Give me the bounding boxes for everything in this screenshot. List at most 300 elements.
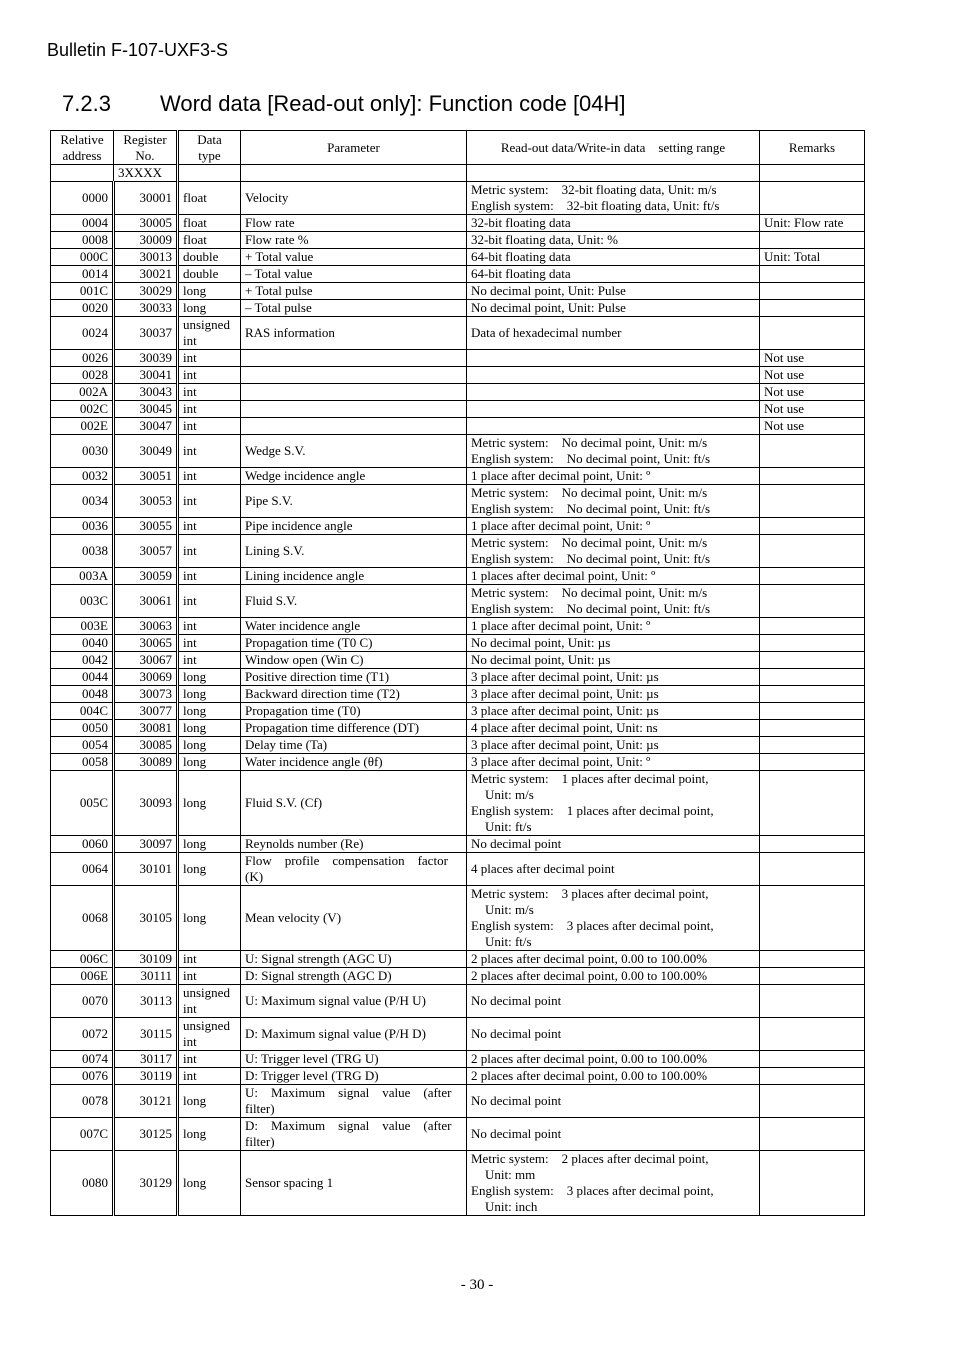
parameter: RAS information <box>241 317 467 350</box>
data-type: long <box>178 300 241 317</box>
readout-range: 3 place after decimal point, Unit: µs <box>467 737 760 754</box>
data-type: int <box>178 635 241 652</box>
parameter: U: Maximum signal value (after filter) <box>241 1085 467 1118</box>
relative-address: 0014 <box>51 266 114 283</box>
readout-range: Metric system: No decimal point, Unit: m/s English system: No decimal point, Unit: ft/s <box>467 585 760 618</box>
data-type: int <box>178 1051 241 1068</box>
parameter: Positive direction time (T1) <box>241 669 467 686</box>
table-row <box>51 283 865 300</box>
parameter <box>241 401 467 418</box>
readout-range: 3 place after decimal point, Unit: º <box>467 754 760 771</box>
readout-range <box>467 401 760 418</box>
parameter <box>241 350 467 367</box>
register-number: 30089 <box>114 754 178 771</box>
remarks <box>760 703 865 720</box>
relative-address: 0054 <box>51 737 114 754</box>
table-row <box>51 886 865 951</box>
remarks <box>760 1051 865 1068</box>
readout-range: Data of hexadecimal number <box>467 317 760 350</box>
data-type: int <box>178 1068 241 1085</box>
register-number: 30061 <box>114 585 178 618</box>
remarks: Not use <box>760 418 865 435</box>
table-row <box>51 1151 865 1216</box>
relative-address: 0070 <box>51 985 114 1018</box>
table-row <box>51 401 865 418</box>
parameter: Pipe incidence angle <box>241 518 467 535</box>
relative-address: 0040 <box>51 635 114 652</box>
register-number: 30005 <box>114 215 178 232</box>
relative-address: 004C <box>51 703 114 720</box>
data-type: long <box>178 1118 241 1151</box>
register-number: 30051 <box>114 468 178 485</box>
data-type: long <box>178 686 241 703</box>
register-table <box>50 130 865 1216</box>
readout-range <box>467 384 760 401</box>
register-number: 30113 <box>114 985 178 1018</box>
data-type: long <box>178 853 241 886</box>
readout-range: No decimal point, Unit: Pulse <box>467 283 760 300</box>
readout-range: No decimal point, Unit: Pulse <box>467 300 760 317</box>
remarks <box>760 985 865 1018</box>
data-type: int <box>178 485 241 518</box>
parameter: D: Maximum signal value (P/H D) <box>241 1018 467 1051</box>
remarks <box>760 886 865 951</box>
register-number: 30065 <box>114 635 178 652</box>
parameter: Fluid S.V. <box>241 585 467 618</box>
remarks <box>760 266 865 283</box>
parameter <box>241 418 467 435</box>
parameter <box>241 384 467 401</box>
register-number: 30039 <box>114 350 178 367</box>
data-type: float <box>178 232 241 249</box>
parameter: Sensor spacing 1 <box>241 1151 467 1216</box>
readout-range: 2 places after decimal point, 0.00 to 100.00% <box>467 1068 760 1085</box>
relative-address: 0000 <box>51 182 114 215</box>
register-number: 30053 <box>114 485 178 518</box>
relative-address: 005C <box>51 771 114 836</box>
parameter: – Total value <box>241 266 467 283</box>
data-type: int <box>178 652 241 669</box>
remarks <box>760 737 865 754</box>
parameter: Propagation time (T0) <box>241 703 467 720</box>
relative-address: 0024 <box>51 317 114 350</box>
register-number: 30043 <box>114 384 178 401</box>
relative-address: 002E <box>51 418 114 435</box>
parameter: Reynolds number (Re) <box>241 836 467 853</box>
readout-range: 3 place after decimal point, Unit: µs <box>467 703 760 720</box>
readout-range: 2 places after decimal point, 0.00 to 100.00% <box>467 968 760 985</box>
parameter: Delay time (Ta) <box>241 737 467 754</box>
register-number: 30001 <box>114 182 178 215</box>
readout-range: 2 places after decimal point, 0.00 to 100.00% <box>467 951 760 968</box>
table-row <box>51 618 865 635</box>
register-number: 30055 <box>114 518 178 535</box>
remarks: Not use <box>760 401 865 418</box>
table-row <box>51 384 865 401</box>
data-type: long <box>178 754 241 771</box>
readout-range: No decimal point <box>467 836 760 853</box>
data-type: int <box>178 367 241 384</box>
remarks <box>760 283 865 300</box>
parameter: D: Signal strength (AGC D) <box>241 968 467 985</box>
relative-address: 0050 <box>51 720 114 737</box>
parameter: Velocity <box>241 182 467 215</box>
table-row <box>51 249 865 266</box>
relative-address: 0008 <box>51 232 114 249</box>
relative-address: 003E <box>51 618 114 635</box>
table-row <box>51 737 865 754</box>
data-type: int <box>178 535 241 568</box>
table-row <box>51 754 865 771</box>
register-number: 30109 <box>114 951 178 968</box>
remarks: Not use <box>760 350 865 367</box>
register-number: 30101 <box>114 853 178 886</box>
table-row <box>51 720 865 737</box>
register-number: 30045 <box>114 401 178 418</box>
register-number: 30033 <box>114 300 178 317</box>
table-row <box>51 836 865 853</box>
relative-address: 002C <box>51 401 114 418</box>
remarks <box>760 1068 865 1085</box>
remarks <box>760 853 865 886</box>
remarks <box>760 568 865 585</box>
remarks <box>760 771 865 836</box>
remarks: Not use <box>760 367 865 384</box>
relative-address: 001C <box>51 283 114 300</box>
data-type: float <box>178 182 241 215</box>
readout-range: No decimal point, Unit: µs <box>467 652 760 669</box>
data-type: long <box>178 836 241 853</box>
relative-address: 0030 <box>51 435 114 468</box>
parameter: Wedge incidence angle <box>241 468 467 485</box>
table-header-row <box>51 131 865 165</box>
parameter: U: Maximum signal value (P/H U) <box>241 985 467 1018</box>
readout-range: 32-bit floating data, Unit: % <box>467 232 760 249</box>
data-type: int <box>178 435 241 468</box>
section-heading <box>62 91 626 117</box>
parameter: Backward direction time (T2) <box>241 686 467 703</box>
data-type: unsigned int <box>178 985 241 1018</box>
data-type: float <box>178 215 241 232</box>
remarks <box>760 720 865 737</box>
relative-address: 0074 <box>51 1051 114 1068</box>
register-number: 30013 <box>114 249 178 266</box>
relative-address: 0068 <box>51 886 114 951</box>
readout-range: No decimal point <box>467 1118 760 1151</box>
table-row <box>51 703 865 720</box>
readout-range: Metric system: 3 places after decimal point, Unit: m/s English system: 3 places after decimal point, Unit: ft/s <box>467 886 760 951</box>
relative-address: 0032 <box>51 468 114 485</box>
register-number: 30117 <box>114 1051 178 1068</box>
readout-range: No decimal point, Unit: µs <box>467 635 760 652</box>
readout-range: 4 place after decimal point, Unit: ns <box>467 720 760 737</box>
data-type: int <box>178 418 241 435</box>
table-row <box>51 568 865 585</box>
remarks: Not use <box>760 384 865 401</box>
data-type: double <box>178 249 241 266</box>
register-number: 30077 <box>114 703 178 720</box>
relative-address: 0080 <box>51 1151 114 1216</box>
table-row <box>51 635 865 652</box>
relative-address: 0038 <box>51 535 114 568</box>
table-row <box>51 1118 865 1151</box>
table-row <box>51 182 865 215</box>
table-row <box>51 686 865 703</box>
data-type: double <box>178 266 241 283</box>
remarks <box>760 1151 865 1216</box>
relative-address: 0004 <box>51 215 114 232</box>
data-type: long <box>178 703 241 720</box>
readout-range: 1 places after decimal point, Unit: º <box>467 568 760 585</box>
relative-address: 0060 <box>51 836 114 853</box>
readout-range: 1 place after decimal point, Unit: º <box>467 618 760 635</box>
data-type: int <box>178 401 241 418</box>
readout-range: 4 places after decimal point <box>467 853 760 886</box>
relative-address: 0026 <box>51 350 114 367</box>
parameter: Flow rate % <box>241 232 467 249</box>
register-number: 30105 <box>114 886 178 951</box>
parameter: Lining incidence angle <box>241 568 467 585</box>
remarks <box>760 317 865 350</box>
relative-address: 0042 <box>51 652 114 669</box>
readout-range: Metric system: 32-bit floating data, Unit: m/s English system: 32-bit floating data, Unit: ft/s <box>467 182 760 215</box>
relative-address: 0072 <box>51 1018 114 1051</box>
parameter: Water incidence angle <box>241 618 467 635</box>
remarks <box>760 435 865 468</box>
parameter: Propagation time difference (DT) <box>241 720 467 737</box>
table-row <box>51 468 865 485</box>
table-row <box>51 1051 865 1068</box>
readout-range <box>467 350 760 367</box>
parameter: D: Maximum signal value (after filter) <box>241 1118 467 1151</box>
parameter: Flow profile compensation factor (K) <box>241 853 467 886</box>
parameter: D: Trigger level (TRG D) <box>241 1068 467 1085</box>
remarks <box>760 618 865 635</box>
readout-range: 3 place after decimal point, Unit: µs <box>467 669 760 686</box>
relative-address: 0064 <box>51 853 114 886</box>
register-number: 30049 <box>114 435 178 468</box>
register-number: 30063 <box>114 618 178 635</box>
header-remarks: Remarks <box>760 131 865 165</box>
page-number: - 30 - <box>460 1277 494 1293</box>
data-type: int <box>178 568 241 585</box>
table-row <box>51 300 865 317</box>
register-number: 30085 <box>114 737 178 754</box>
remarks <box>760 182 865 215</box>
readout-range: 2 places after decimal point, 0.00 to 100.00% <box>467 1051 760 1068</box>
register-number: 30073 <box>114 686 178 703</box>
readout-range: 32-bit floating data <box>467 215 760 232</box>
data-type: int <box>178 968 241 985</box>
readout-range: 1 place after decimal point, Unit: º <box>467 518 760 535</box>
header-relative-address: Relative address <box>51 131 114 165</box>
data-type: int <box>178 350 241 367</box>
data-type: int <box>178 384 241 401</box>
table-body <box>51 182 865 1216</box>
parameter: U: Trigger level (TRG U) <box>241 1051 467 1068</box>
data-type: long <box>178 283 241 300</box>
remarks: Unit: Total <box>760 249 865 266</box>
readout-range: 64-bit floating data <box>467 266 760 283</box>
section-number: 7.2.3 <box>62 91 111 116</box>
table-row <box>51 985 865 1018</box>
register-number: 30029 <box>114 283 178 300</box>
table-row <box>51 652 865 669</box>
table-row <box>51 535 865 568</box>
parameter: Fluid S.V. (Cf) <box>241 771 467 836</box>
parameter: Wedge S.V. <box>241 435 467 468</box>
register-number: 30009 <box>114 232 178 249</box>
remarks <box>760 686 865 703</box>
data-type: unsigned int <box>178 317 241 350</box>
relative-address: 006C <box>51 951 114 968</box>
parameter: + Total value <box>241 249 467 266</box>
relative-address: 0034 <box>51 485 114 518</box>
readout-range: Metric system: 2 places after decimal point, Unit: mm English system: 3 places after decimal point, Unit: inch <box>467 1151 760 1216</box>
relative-address: 0020 <box>51 300 114 317</box>
remarks <box>760 1085 865 1118</box>
relative-address: 0048 <box>51 686 114 703</box>
data-type: long <box>178 1151 241 1216</box>
data-type: long <box>178 1085 241 1118</box>
remarks <box>760 968 865 985</box>
remarks <box>760 300 865 317</box>
table-row <box>51 266 865 283</box>
remarks <box>760 518 865 535</box>
table-row <box>51 951 865 968</box>
relative-address: 0076 <box>51 1068 114 1085</box>
table-row <box>51 317 865 350</box>
relative-address: 003C <box>51 585 114 618</box>
register-number: 30115 <box>114 1018 178 1051</box>
parameter: + Total pulse <box>241 283 467 300</box>
table-row <box>51 418 865 435</box>
bulletin-number: Bulletin F-107-UXF3-S <box>47 40 229 60</box>
remarks <box>760 951 865 968</box>
parameter <box>241 367 467 384</box>
relative-address: 0058 <box>51 754 114 771</box>
parameter: Window open (Win C) <box>241 652 467 669</box>
table-row <box>51 485 865 518</box>
remarks <box>760 669 865 686</box>
data-type: long <box>178 669 241 686</box>
parameter: Flow rate <box>241 215 467 232</box>
remarks <box>760 468 865 485</box>
readout-range <box>467 418 760 435</box>
register-number: 30037 <box>114 317 178 350</box>
register-number: 30129 <box>114 1151 178 1216</box>
table-row <box>51 518 865 535</box>
table-row <box>51 1085 865 1118</box>
relative-address: 0036 <box>51 518 114 535</box>
register-number: 30041 <box>114 367 178 384</box>
prefix-row <box>51 165 865 182</box>
parameter: Lining S.V. <box>241 535 467 568</box>
relative-address: 007C <box>51 1118 114 1151</box>
table-row <box>51 232 865 249</box>
relative-address: 000C <box>51 249 114 266</box>
remarks <box>760 1018 865 1051</box>
relative-address: 006E <box>51 968 114 985</box>
table-row <box>51 367 865 384</box>
register-number: 30067 <box>114 652 178 669</box>
header-parameter: Parameter <box>241 131 467 165</box>
remarks <box>760 652 865 669</box>
section-title: Word data [Read-out only]: Function code [04H] <box>160 91 626 116</box>
readout-range: 1 place after decimal point, Unit: º <box>467 468 760 485</box>
remarks <box>760 585 865 618</box>
data-type: long <box>178 771 241 836</box>
register-number: 30125 <box>114 1118 178 1151</box>
register-number: 30059 <box>114 568 178 585</box>
table-row <box>51 435 865 468</box>
relative-address: 0028 <box>51 367 114 384</box>
header-register-no: Register No. <box>114 131 178 165</box>
remarks <box>760 754 865 771</box>
register-number: 30057 <box>114 535 178 568</box>
register-number: 30111 <box>114 968 178 985</box>
relative-address: 0044 <box>51 669 114 686</box>
data-type: long <box>178 886 241 951</box>
readout-range: 64-bit floating data <box>467 249 760 266</box>
remarks: Unit: Flow rate <box>760 215 865 232</box>
remarks <box>760 635 865 652</box>
register-number: 30121 <box>114 1085 178 1118</box>
table-row <box>51 585 865 618</box>
header-data-type: Data type <box>178 131 241 165</box>
table-row <box>51 771 865 836</box>
relative-address: 003A <box>51 568 114 585</box>
parameter: U: Signal strength (AGC U) <box>241 951 467 968</box>
readout-range: Metric system: No decimal point, Unit: m/s English system: No decimal point, Unit: ft/s <box>467 435 760 468</box>
parameter: Pipe S.V. <box>241 485 467 518</box>
data-type: long <box>178 737 241 754</box>
data-type: long <box>178 720 241 737</box>
table-row <box>51 669 865 686</box>
remarks <box>760 535 865 568</box>
readout-range: No decimal point <box>467 1018 760 1051</box>
data-type: int <box>178 518 241 535</box>
readout-range: No decimal point <box>467 1085 760 1118</box>
data-type: int <box>178 468 241 485</box>
table-row <box>51 853 865 886</box>
register-number: 30097 <box>114 836 178 853</box>
data-type: unsigned int <box>178 1018 241 1051</box>
register-number: 30047 <box>114 418 178 435</box>
remarks <box>760 836 865 853</box>
parameter: Water incidence angle (θf) <box>241 754 467 771</box>
readout-range: 3 place after decimal point, Unit: µs <box>467 686 760 703</box>
readout-range <box>467 367 760 384</box>
data-type: int <box>178 951 241 968</box>
readout-range: No decimal point <box>467 985 760 1018</box>
readout-range: Metric system: 1 places after decimal point, Unit: m/s English system: 1 places after decimal point, Unit: ft/s <box>467 771 760 836</box>
remarks <box>760 232 865 249</box>
remarks <box>760 1118 865 1151</box>
parameter: Mean velocity (V) <box>241 886 467 951</box>
table-row <box>51 350 865 367</box>
register-number: 30021 <box>114 266 178 283</box>
parameter: Propagation time (T0 C) <box>241 635 467 652</box>
table-row <box>51 1068 865 1085</box>
parameter: – Total pulse <box>241 300 467 317</box>
relative-address: 0078 <box>51 1085 114 1118</box>
register-number: 30081 <box>114 720 178 737</box>
table-row <box>51 1018 865 1051</box>
register-prefix: 3XXXX <box>114 165 178 182</box>
data-type: int <box>178 618 241 635</box>
readout-range: Metric system: No decimal point, Unit: m/s English system: No decimal point, Unit: ft/s <box>467 485 760 518</box>
